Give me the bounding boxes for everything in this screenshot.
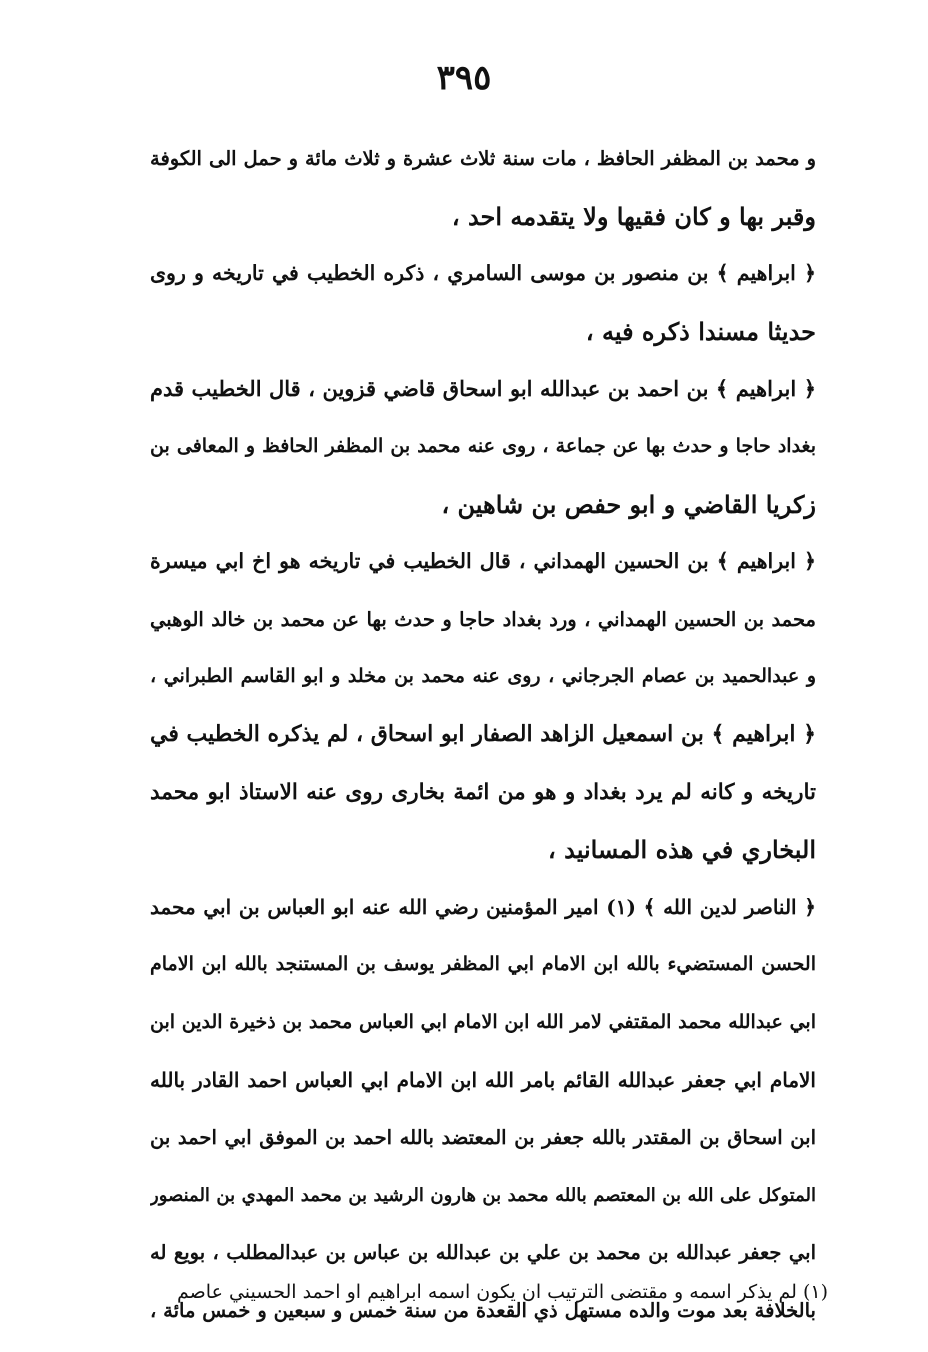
text-line: ﴿ الناصر لدين الله ﴾ (١) امير المؤمنين رضي الله عنه ابو العباس بن ابي محمد xyxy=(150,894,816,919)
footnote: (١) لم يذكر اسمه و مقتضى الترتيب ان يكون اسمه ابراهيم او احمد الحسيني عاصم xyxy=(177,1281,828,1303)
text-line: زكريا القاضي و ابو حفص بن شاهين ، xyxy=(441,489,816,519)
text-line: بالخلافة بعد موت والده مستهل ذي القعدة من سنة خمس و سبعين و خمس مائة ، xyxy=(150,1298,816,1322)
text-line: بغداد حاجا و حدث بها عن جماعة ، روى عنه محمد بن المظفر الحافظ و المعافى بن xyxy=(150,434,816,457)
page-number: ٣٩٥ xyxy=(436,58,492,98)
text-line: المتوكل على الله بن المعتصم بالله محمد بن هارون الرشيد بن محمد المهدي بن المنصور xyxy=(150,1184,816,1206)
text-line: ﴿ ابراهيم ﴾ بن الحسين الهمداني ، قال الخطيب في تاريخه هو اخ ابي ميسرة xyxy=(150,549,816,574)
text-line: و عبدالحميد بن عصام الجرجاني ، روى عنه محمد بن مخلد و ابو القاسم الطبراني ، xyxy=(150,665,816,688)
text-line: الحسن المستضيء بالله ابن الامام ابي المظفر يوسف بن المستنجد بالله ابن الامام xyxy=(150,953,816,976)
text-line: محمد بن الحسين الهمداني ، ورد بغداد حاجا و حدث بها عن محمد بن خالد الوهبي xyxy=(150,607,816,631)
text-line: الامام ابي جعفر عبدالله القائم بامر الله ابن الامام ابي العباس احمد القادر بالله xyxy=(150,1067,816,1092)
text-line: ابي عبدالله محمد المقتفي لامر الله ابن الامام ابي العباس محمد بن ذخيرة الدين ابن xyxy=(150,1010,816,1033)
text-line: حديثا مسندا ذكره فيه ، xyxy=(585,316,816,346)
text-line: وقبر بها و كان فقيها ولا يتقدمه احد ، xyxy=(451,201,816,231)
text-line: ابي جعفر عبدالله بن محمد بن علي بن عبدالله بن عباس بن عبدالمطلب ، بويع له xyxy=(150,1241,816,1265)
body-text xyxy=(150,130,816,1339)
text-line: البخاري في هذه المسانيد ، xyxy=(548,835,816,865)
text-line: تاريخه و كانه لم يرد بغداد و هو من ائمة بخارى روى عنه الاستاذ ابو محمد xyxy=(150,779,816,805)
text-line: ابن اسحاق بن المقتدر بالله جعفر بن المعتضد بالله احمد بن الموفق ابي احمد بن xyxy=(150,1126,816,1150)
text-line: و محمد بن المظفر الحافظ ، مات سنة ثلاث عشرة و ثلاث مائة و حمل الى الكوفة xyxy=(150,147,816,170)
text-line: ﴿ ابراهيم ﴾ بن احمد بن عبدالله ابو اسحاق قاضي قزوين ، قال الخطيب قدم xyxy=(150,376,816,402)
text-line: ﴿ ابراهيم ﴾ بن منصور بن موسى السامري ، ذكره الخطيب في تاريخه و روى xyxy=(150,261,816,286)
text-line: ﴿ ابراهيم ﴾ بن اسمعيل الزاهد الصفار ابو اسحاق ، لم يذكره الخطيب في xyxy=(150,720,816,747)
